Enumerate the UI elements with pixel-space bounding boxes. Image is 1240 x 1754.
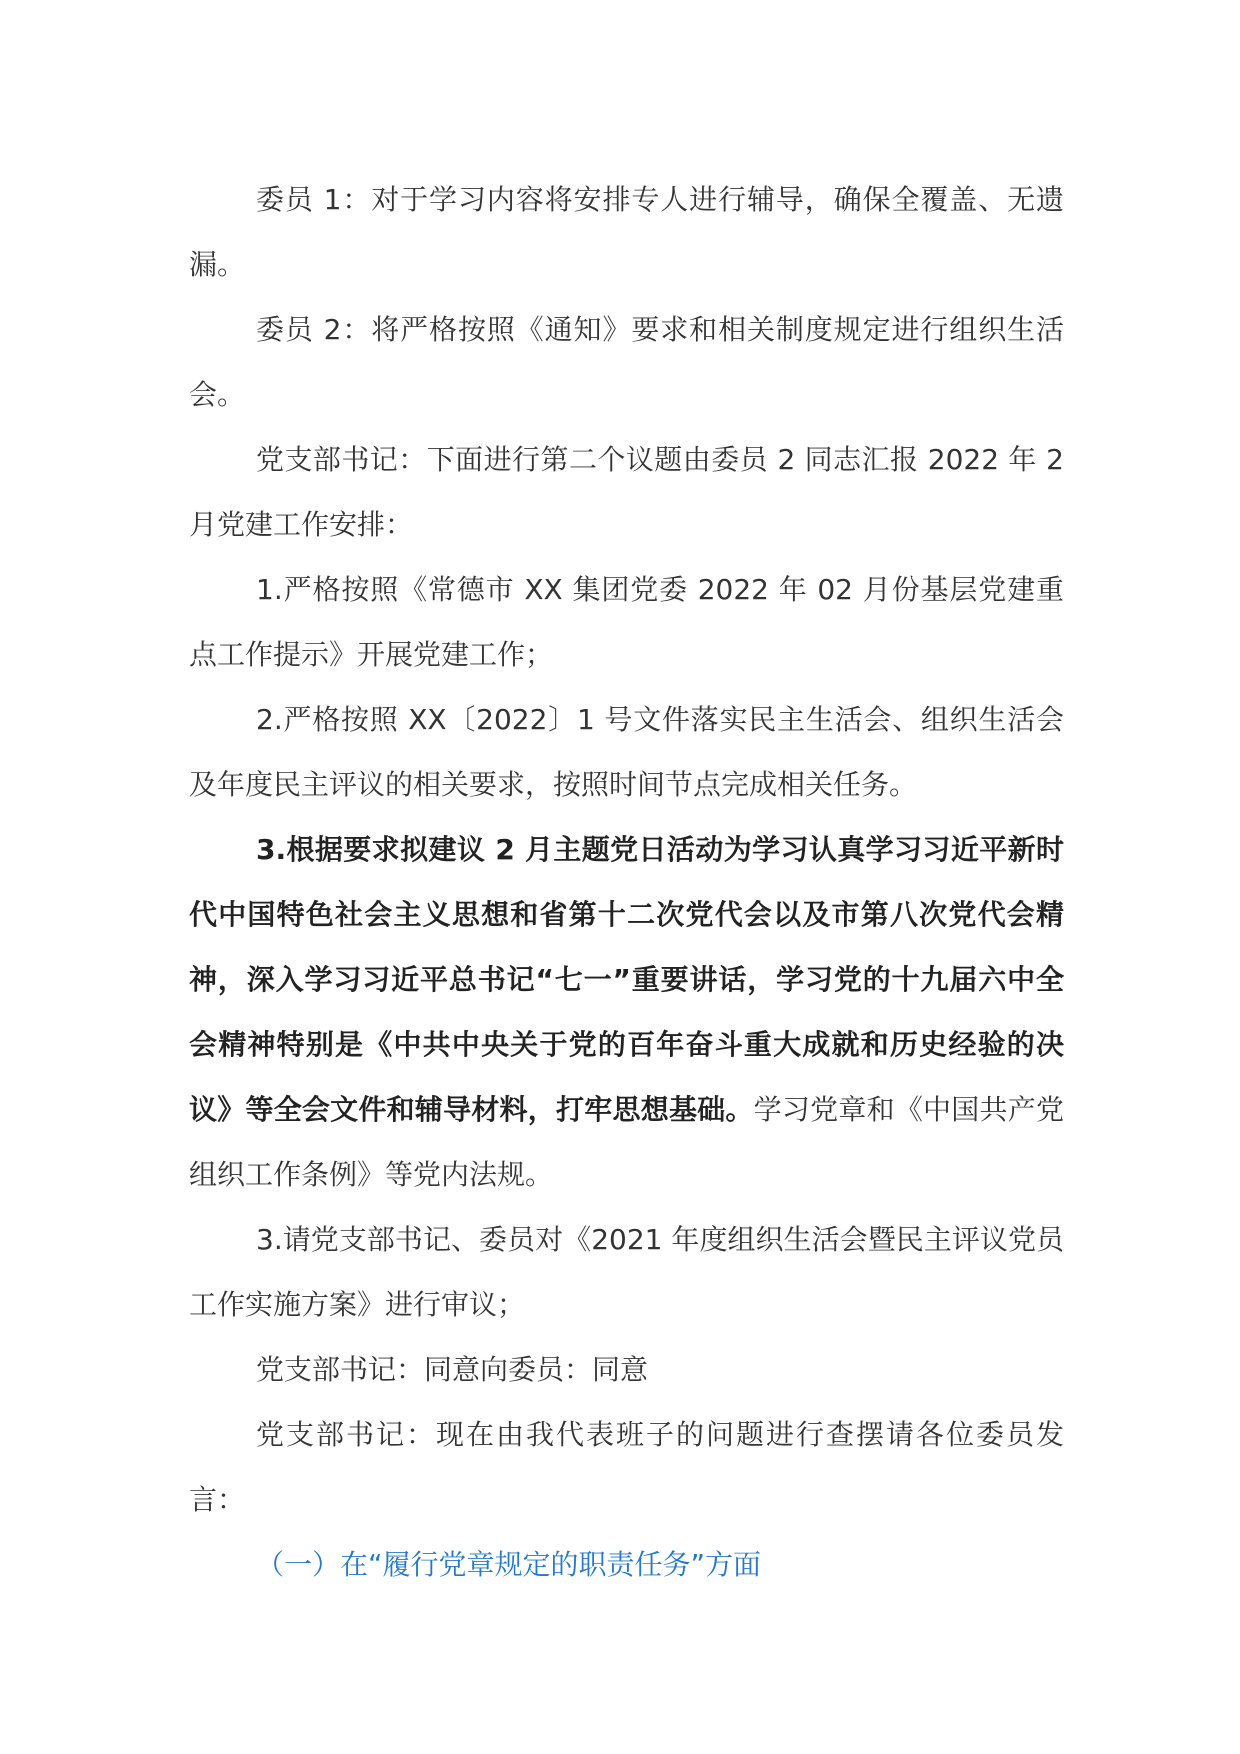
paragraph-item-3-bold: 3.根据要求拟建议 2 月主题党日活动为学习认真学习习近平新时代中国特色社会主义思想和省第十二次党代会以及市第八次党代会精神，深入学习习近平总书记“七一”重要讲话，学习党的十九届六中全会精神特别是《中共中央关于党的百年奋斗重大成就和历史经验的决议》等全会文件和辅导材料，打牢思想基础。 xyxy=(189,833,1064,1126)
paragraph-secretary-invite: 党支部书记：现在由我代表班子的问题进行查摆请各位委员发言： xyxy=(189,1418,1064,1516)
paragraph-item-1: 1.严格按照《常德市 XX 集团党委 2022 年 02 月份基层党建重点工作提示》开展党建工作； xyxy=(189,573,1064,671)
paragraph-item-3-normal: 学习党章和《中国共产党组织工作条例》等党内法规。 xyxy=(189,1093,1064,1191)
paragraph-item-3 xyxy=(189,817,1064,1207)
paragraph-item-2: 2.严格按照 XX〔2022〕1 号文件落实民主生活会、组织生活会及年度民主评议的相关要求，按照时间节点完成相关任务。 xyxy=(189,703,1064,801)
paragraph-member1: 委员 1：对于学习内容将安排专人进行辅导，确保全覆盖、无遗漏。 xyxy=(189,183,1064,281)
section-heading: （一）在“履行党章规定的职责任务”方面 xyxy=(256,1548,762,1581)
paragraph-member2: 委员 2：将严格按照《通知》要求和相关制度规定进行组织生活会。 xyxy=(189,313,1064,411)
paragraph-review-request: 3.请党支部书记、委员对《2021 年度组织生活会暨民主评议党员工作实施方案》进行审议； xyxy=(189,1223,1064,1321)
paragraph-secretary-agenda: 党支部书记：下面进行第二个议题由委员 2 同志汇报 2022 年 2 月党建工作安排： xyxy=(189,443,1064,541)
paragraph-agreement: 党支部书记：同意向委员：同意 xyxy=(256,1353,649,1386)
document-body xyxy=(189,167,1064,1597)
